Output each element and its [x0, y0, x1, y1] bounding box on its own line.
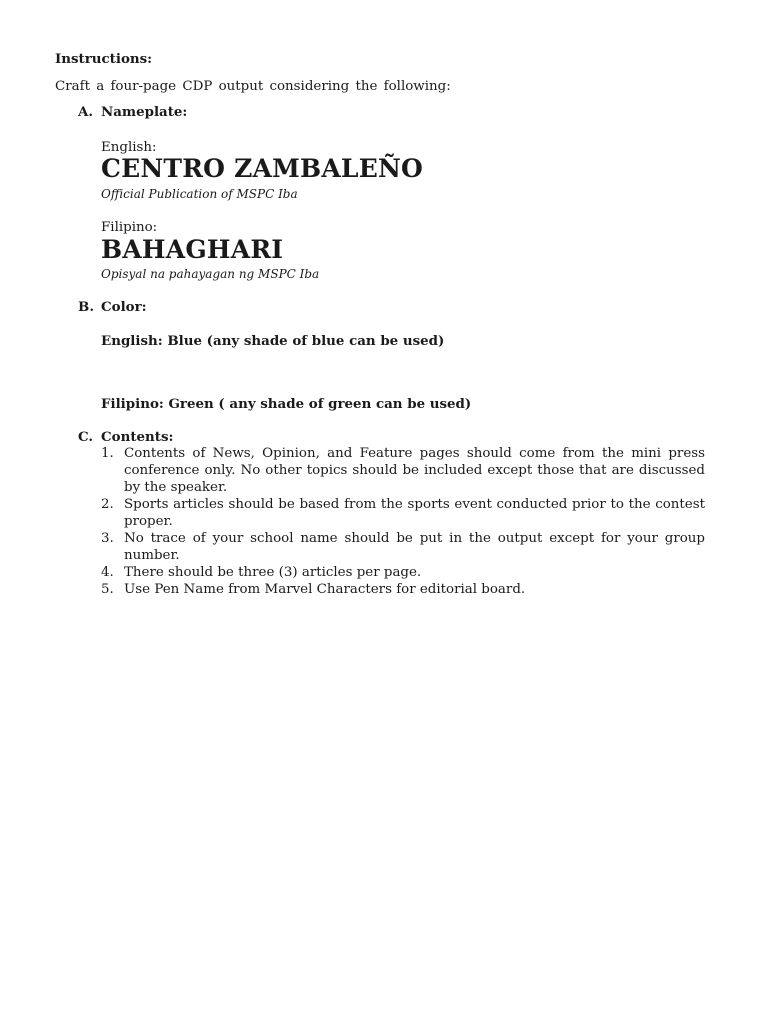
section-c-title: Contents:: [101, 429, 174, 445]
list-item-text: No trace of your school name should be put in the output except for your group number.: [124, 531, 705, 563]
section-b-letter: B.: [78, 299, 94, 315]
filipino-tagline: Opisyal na pahayagan ng MSPC Iba: [101, 267, 320, 281]
section-b-title: Color:: [101, 299, 147, 315]
list-item: [101, 530, 705, 564]
list-item-text: Use Pen Name from Marvel Characters for editorial board.: [124, 582, 526, 597]
list-item-text: Contents of News, Opinion, and Feature pages should come from the mini press conference only. No other topics should be included except those that are discussed by the speaker.: [124, 446, 705, 495]
english-color: English: Blue (any shade of blue can be used): [101, 333, 445, 349]
list-item: [101, 496, 705, 530]
contents-list: [101, 445, 705, 598]
list-item-number: 3.: [101, 531, 114, 546]
instructions-heading: Instructions:: [55, 51, 153, 67]
section-a-letter: A.: [78, 104, 94, 120]
filipino-nameplate: BAHAGHARI: [101, 235, 284, 264]
filipino-color: Filipino: Green ( any shade of green can be used): [101, 396, 472, 412]
section-a-title: Nameplate:: [101, 104, 188, 120]
list-item: [101, 445, 705, 496]
list-item-text: There should be three (3) articles per page.: [124, 565, 422, 580]
section-c-letter: C.: [78, 429, 94, 445]
list-item: [101, 581, 705, 598]
list-item-number: 5.: [101, 582, 114, 597]
english-label: English:: [101, 140, 157, 155]
intro-text: Craft a four-page CDP output considering the following:: [55, 79, 451, 94]
english-tagline: Official Publication of MSPC Iba: [101, 187, 298, 201]
list-item-number: 2.: [101, 497, 114, 512]
list-item-number: 4.: [101, 565, 114, 580]
english-nameplate: CENTRO ZAMBALEÑO: [101, 154, 423, 183]
list-item: [101, 564, 705, 581]
list-item-number: 1.: [101, 446, 114, 461]
list-item-text: Sports articles should be based from the sports event conducted prior to the contest proper.: [124, 497, 705, 529]
filipino-label: Filipino:: [101, 220, 158, 235]
